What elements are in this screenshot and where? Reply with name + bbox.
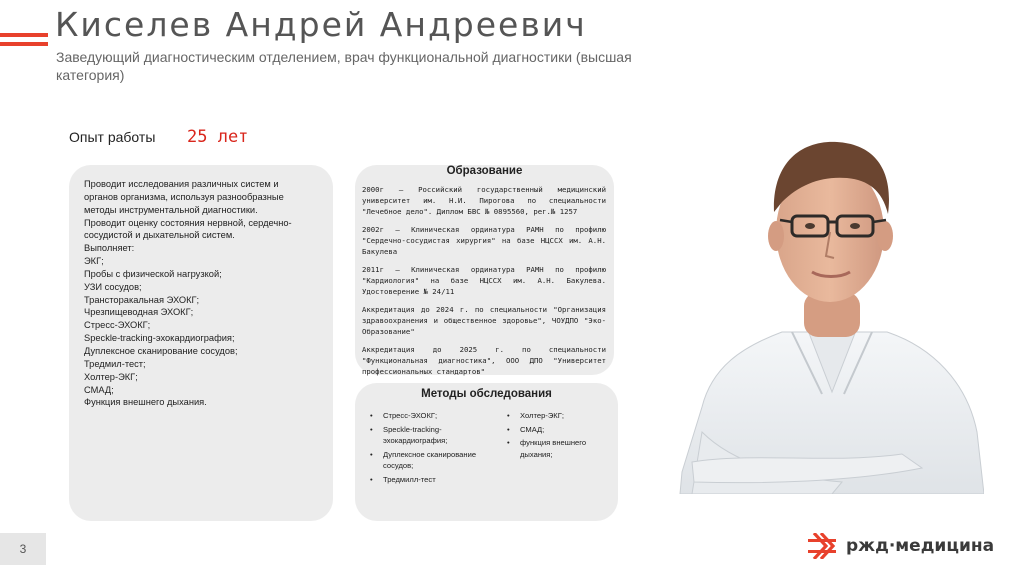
duties-line: СМАД; (84, 384, 114, 395)
rzd-logo-icon (808, 533, 836, 559)
education-list (362, 184, 606, 384)
duties-line: Speckle-tracking-эхокардиография; (84, 333, 235, 344)
method-item: • Дуплексное сканирование сосудов; (370, 449, 495, 472)
methods-list-left (370, 410, 495, 487)
method-item: • Стресс-ЭХОКГ; (370, 410, 495, 422)
duties-line: ЭКГ; (84, 256, 104, 267)
education-heading: Образование (446, 165, 523, 177)
title-accent-bars (0, 33, 48, 51)
education-item: 2002г – Клиническая ординатура РАМН по профилю "Сердечно-сосудистая хирургия" на базе НЦССХ им. А.Н. Бакулева (362, 225, 606, 256)
method-item: • Холтер-ЭКГ; (507, 410, 607, 422)
doctor-photo (672, 132, 984, 494)
method-item: • Speckle-tracking-эхокардиография; (370, 424, 495, 447)
duties-line: Выполняет: (84, 243, 135, 254)
logo-text: ржд·медицина (846, 536, 995, 556)
duties-line: Холтер-ЭКГ; (84, 371, 138, 382)
duties-line: Стресс-ЭХОКГ; (84, 320, 151, 331)
method-item: • Тредмилл-тест (370, 474, 495, 486)
education-item: Аккредитация до 2024 г. по специальности "Организация здравоохранения и общественное здоровье", ЧОУДПО "Эко-Образование" (362, 305, 606, 336)
method-item: • СМАД; (507, 424, 607, 436)
methods-heading: Методы обследования (421, 388, 552, 400)
duties-line: УЗИ сосудов; (84, 281, 142, 292)
duties-line: Дуплексное сканирование сосудов; (84, 345, 238, 356)
method-item: • функция внешнего дыхания; (507, 437, 607, 460)
page-subtitle: Заведующий диагностическим отделением, врач функциональной диагностики (высшая категория) (56, 49, 632, 83)
duties-line: Пробы с физической нагрузкой; (84, 268, 222, 279)
education-item: 2000г – Российский государственный медицинский университет им. Н.И. Пирогова по специальности "Лечебное дело". Диплом БВС № 0895560, рег.№ 1257 (362, 185, 606, 216)
duties-list (84, 178, 314, 409)
duties-line: Трансторакальная ЭХОКГ; (84, 294, 200, 305)
accent-bar (0, 33, 48, 37)
experience-value: 25 лет (187, 127, 249, 147)
education-item: Аккредитация до 2025 г. по специальности "Функциональная диагностика", ООО ДПО "Университет профессиональных стандартов" (362, 345, 606, 376)
education-item: 2011г – Клиническая ординатура РАМН по профилю "Кардиология" на базе НЦССХ им. А.Н. Бакулева. Удостоверение № 24/11 (362, 265, 606, 296)
duties-line: Тредмил-тест; (84, 358, 146, 369)
experience-label: Опыт работы (69, 129, 156, 145)
duties-line: Проводит оценку состояния нервной, сердечно-сосудистой и дыхательной систем. (84, 217, 292, 241)
accent-bar (0, 42, 48, 46)
company-logo (808, 533, 994, 559)
duties-line: Проводит исследования различных систем и органов организма, используя разнообразные методы инструментальной диагностики. (84, 179, 284, 215)
methods-list-right (507, 410, 607, 462)
page-title: Киселев Андрей Андреевич (55, 5, 587, 44)
duties-line: Функция внешнего дыхания. (84, 397, 207, 408)
duties-line: Чрезпищеводная ЭХОКГ; (84, 307, 194, 318)
slide-number: 3 (0, 533, 46, 565)
